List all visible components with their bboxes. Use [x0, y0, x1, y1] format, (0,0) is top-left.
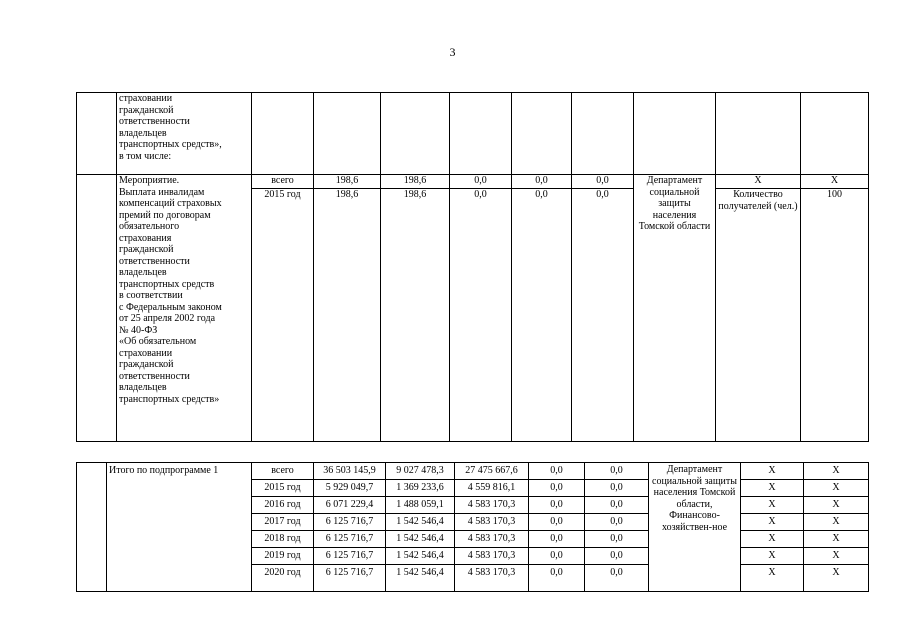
indicator-value-cell: Х [804, 480, 869, 497]
value-cell: 1 542 546,4 [386, 565, 455, 592]
total-cell: 198,6 [314, 175, 381, 189]
value-cell: 1 369 233,6 [386, 480, 455, 497]
period-cell: всего [252, 463, 314, 480]
indicator-cell: Х [741, 514, 804, 531]
value-cell: 0,0 [585, 565, 649, 592]
indicator-value-cell: Х [801, 175, 869, 189]
indicator-cell: Х [741, 565, 804, 592]
value-cell: 4 583 170,3 [455, 565, 529, 592]
value-cell: 0,0 [529, 514, 585, 531]
value-cell: 0,0 [529, 463, 585, 480]
indicator-value-cell: 100 [801, 189, 869, 442]
value-cell: 0,0 [572, 189, 634, 442]
value-cell: 198,6 [381, 189, 450, 442]
period-cell: всего [252, 175, 314, 189]
period-cell: 2020 год [252, 565, 314, 592]
measure-name-cell: Мероприятие. Выплата инвалидам компенсаций страховых премий по договорам обязательного страхования гражданской ответственности владельцев транспортных средств в соответствии с Федеральным законом от 25 апреля 2002 года № 40-ФЗ «Об обязательном страховании гражданской ответственности владельцев транспортных средств» [117, 175, 252, 442]
value-cell: 0,0 [585, 548, 649, 565]
total-cell: 6 125 716,7 [314, 531, 386, 548]
row-number-cell [77, 463, 107, 592]
indicator-value-cell: Х [804, 463, 869, 480]
table-row [77, 463, 869, 480]
indicator-cell: Х [716, 175, 801, 189]
value-cell: 0,0 [512, 175, 572, 189]
value-cell: 4 583 170,3 [455, 531, 529, 548]
page-number: 3 [449, 45, 456, 59]
value-cell: 0,0 [585, 531, 649, 548]
indicator-cell: Х [741, 480, 804, 497]
value-cell: 0,0 [585, 497, 649, 514]
period-cell: 2018 год [252, 531, 314, 548]
indicator-value-cell: Х [804, 497, 869, 514]
value-cell: 4 559 816,1 [455, 480, 529, 497]
value-cell: 4 583 170,3 [455, 497, 529, 514]
value-cell: 1 542 546,4 [386, 514, 455, 531]
total-cell: 6 125 716,7 [314, 565, 386, 592]
value-cell: 0,0 [585, 514, 649, 531]
total-cell: 5 929 049,7 [314, 480, 386, 497]
executor-cell: Департамент социальной защиты населения Томской области, Финансово-хозяйствен-ное [649, 463, 741, 592]
total-cell: 198,6 [314, 189, 381, 442]
indicator-cell: Х [741, 463, 804, 480]
period-cell: 2015 год [252, 480, 314, 497]
value-cell: 0,0 [572, 175, 634, 189]
row-number-cell [77, 93, 117, 175]
continuation-text-cell: страховании гражданской ответственности владельцев транспортных средств», в том числе: [117, 93, 252, 175]
value-cell: 4 583 170,3 [455, 514, 529, 531]
value-cell: 1 542 546,4 [386, 531, 455, 548]
value-cell: 0,0 [450, 175, 512, 189]
subprogram-title-cell: Итого по подпрограмме 1 [107, 463, 252, 592]
indicator-cell: Х [741, 548, 804, 565]
row-number-cell [77, 175, 117, 442]
total-cell: 6 125 716,7 [314, 514, 386, 531]
value-cell: 27 475 667,6 [455, 463, 529, 480]
value-cell: 0,0 [512, 189, 572, 442]
period-cell: 2015 год [252, 189, 314, 442]
value-cell: 0,0 [529, 548, 585, 565]
total-cell: 6 125 716,7 [314, 548, 386, 565]
value-cell: 0,0 [529, 565, 585, 592]
executor-cell: Департамент социальной защиты населения Томской области [634, 175, 716, 442]
indicator-value-cell: Х [804, 548, 869, 565]
value-cell: 0,0 [585, 480, 649, 497]
value-cell: 1 488 059,1 [386, 497, 455, 514]
indicator-cell: Количество получателей (чел.) [716, 189, 801, 442]
period-cell: 2016 год [252, 497, 314, 514]
value-cell: 4 583 170,3 [455, 548, 529, 565]
indicator-value-cell: Х [804, 565, 869, 592]
value-cell: 0,0 [529, 497, 585, 514]
measures-table [76, 92, 869, 442]
indicator-value-cell: Х [804, 531, 869, 548]
value-cell: 0,0 [529, 480, 585, 497]
value-cell: 0,0 [450, 189, 512, 442]
subprogram-total-table [76, 462, 869, 592]
value-cell: 1 542 546,4 [386, 548, 455, 565]
indicator-cell: Х [741, 497, 804, 514]
indicator-cell: Х [741, 531, 804, 548]
continuation-row [77, 93, 869, 175]
value-cell: 9 027 478,3 [386, 463, 455, 480]
table-row [77, 175, 869, 189]
period-cell: 2017 год [252, 514, 314, 531]
period-cell: 2019 год [252, 548, 314, 565]
value-cell: 0,0 [529, 531, 585, 548]
total-cell: 6 071 229,4 [314, 497, 386, 514]
value-cell: 198,6 [381, 175, 450, 189]
indicator-value-cell: Х [804, 514, 869, 531]
value-cell: 0,0 [585, 463, 649, 480]
total-cell: 36 503 145,9 [314, 463, 386, 480]
